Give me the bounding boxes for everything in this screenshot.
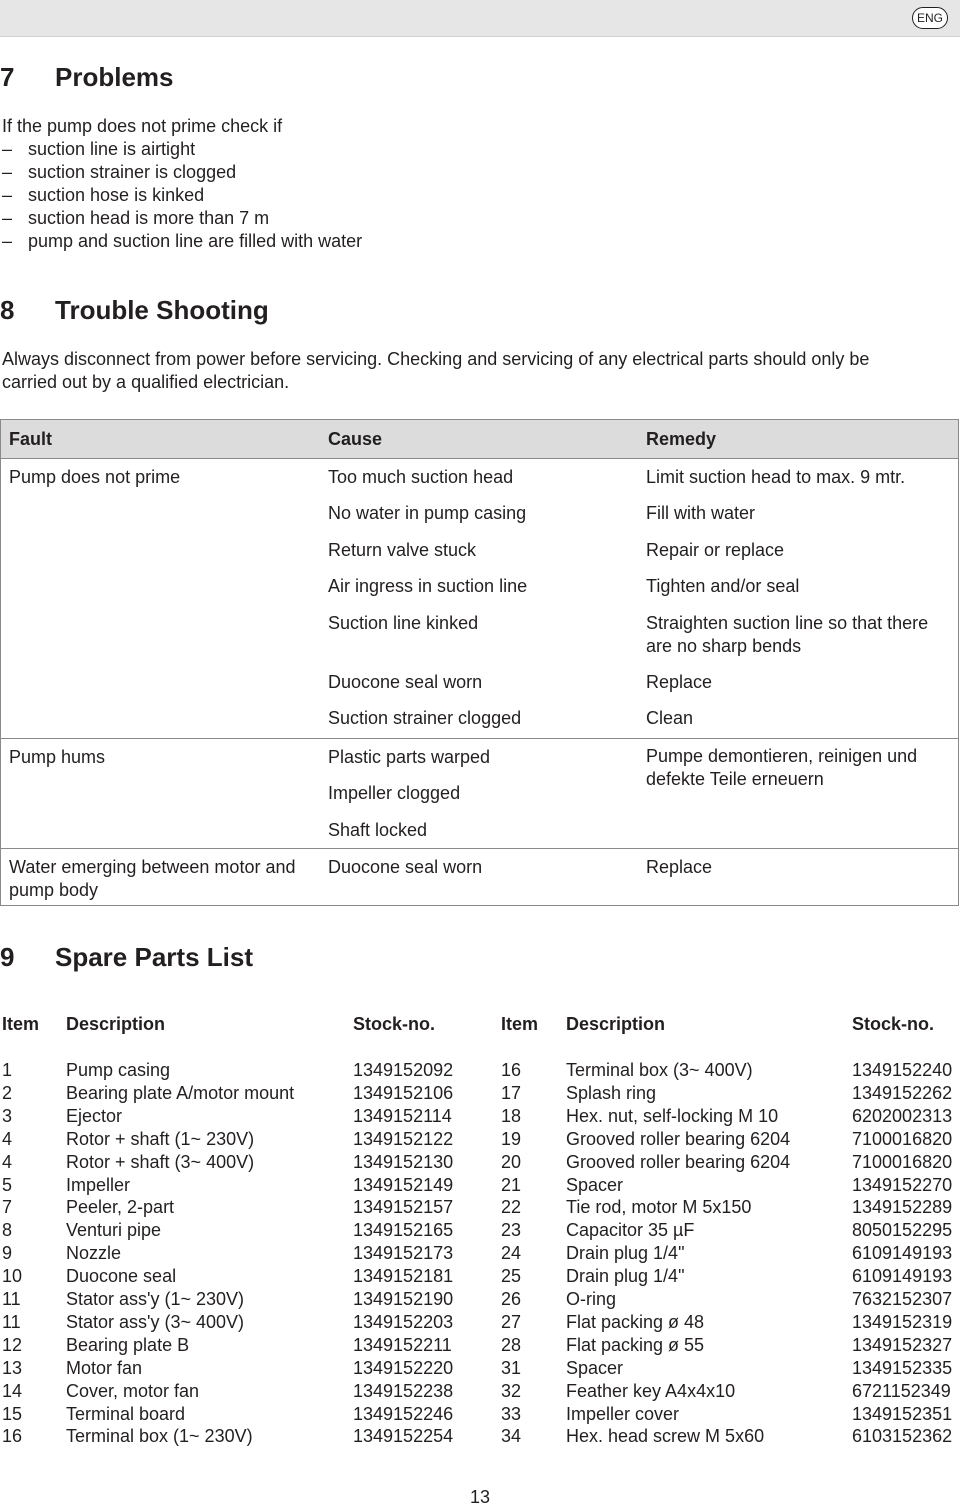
section-8-line-2: carried out by a qualified electrician.: [2, 372, 290, 392]
part-item: 31: [501, 1357, 522, 1378]
part-description: Ejector: [66, 1105, 123, 1126]
remedy-cell: Tighten and/or seal: [646, 576, 800, 596]
part-description: O-ring: [566, 1289, 617, 1309]
part-stock: 1349152335: [852, 1357, 953, 1378]
part-item: 4: [2, 1151, 13, 1172]
list-item: – suction strainer is clogged: [2, 161, 362, 184]
fault-table: [0, 419, 959, 906]
part-item: 16: [2, 1426, 23, 1447]
part-item: 32: [501, 1380, 522, 1401]
cause-cell: Duocone seal worn: [328, 857, 483, 877]
part-stock: 1349152149: [353, 1174, 454, 1195]
part-stock: 1349152106: [353, 1082, 454, 1103]
part-description: Peeler, 2-part: [66, 1197, 175, 1218]
part-stock: 1349152246: [353, 1403, 454, 1424]
column-header-item: Item: [2, 1014, 40, 1034]
fault-cell: Pump does not prime: [9, 467, 181, 487]
part-stock: 1349152238: [353, 1380, 454, 1401]
fault-cell: Pump hums: [9, 747, 106, 767]
part-item: 22: [501, 1197, 522, 1218]
check-list: [2, 138, 362, 253]
cause-cell: No water in pump casing: [328, 503, 527, 523]
part-description: Stator ass'y (1~ 230V): [66, 1289, 245, 1309]
part-item: 25: [501, 1266, 522, 1287]
column-header-description: Description: [66, 1014, 166, 1034]
part-stock: 1349152351: [852, 1403, 953, 1424]
part-item: 20: [501, 1151, 522, 1172]
remedy-cell: Fill with water: [646, 503, 756, 523]
list-item: – pump and suction line are filled with water: [2, 230, 362, 253]
cause-cell: Air ingress in suction line: [328, 576, 528, 596]
list-item: – suction line is airtight: [2, 138, 362, 161]
part-item: 3: [2, 1105, 13, 1126]
remedy-cell: Pumpe demontieren, reinigen und defekte Teile erneuern: [646, 746, 918, 789]
part-stock: 1349152327: [852, 1334, 953, 1355]
header-fault: Fault: [9, 429, 52, 449]
part-item: 17: [501, 1082, 522, 1103]
part-stock: 1349152190: [353, 1289, 454, 1309]
column-header-item: Item: [501, 1014, 539, 1034]
section-7-intro: If the pump does not prime check if: [2, 116, 283, 136]
part-stock: 1349152092: [353, 1060, 454, 1080]
part-description: Rotor + shaft (3~ 400V): [66, 1151, 255, 1172]
part-item: 2: [2, 1082, 13, 1103]
remedy-cell: Repair or replace: [646, 540, 785, 560]
part-stock: 6721152349: [852, 1380, 951, 1401]
part-stock: 1349152319: [852, 1311, 953, 1332]
part-stock: 6103152362: [852, 1426, 953, 1447]
part-description: Venturi pipe: [66, 1220, 162, 1241]
part-item: 21: [501, 1174, 522, 1195]
part-stock: 1349152220: [353, 1357, 454, 1378]
part-description: Duocone seal: [66, 1266, 177, 1287]
remedy-cell: Limit suction head to max. 9 mtr.: [646, 467, 906, 487]
part-item: 24: [501, 1243, 522, 1264]
part-description: Bearing plate A/motor mount: [66, 1082, 295, 1103]
fault-cell: Water emerging between motor and pump body: [9, 857, 296, 900]
table-header: [1, 420, 958, 459]
part-description: Nozzle: [66, 1243, 122, 1264]
list-item: – suction hose is kinked: [2, 184, 362, 207]
part-item: 34: [501, 1426, 522, 1447]
part-description: Drain plug 1/4": [566, 1243, 685, 1264]
part-description: Flat packing ø 48: [566, 1311, 705, 1332]
part-item: 9: [2, 1243, 13, 1264]
part-description: Spacer: [566, 1357, 624, 1378]
part-stock: 7100016820: [852, 1151, 953, 1172]
part-item: 14: [2, 1380, 23, 1401]
part-item: 13: [2, 1357, 23, 1378]
part-item: 19: [501, 1128, 522, 1149]
part-stock: 1349152165: [353, 1220, 454, 1241]
part-stock: 7100016820: [852, 1128, 953, 1149]
part-description: Terminal box (1~ 230V): [66, 1426, 253, 1447]
part-stock: 1349152211: [353, 1334, 452, 1355]
header-cause: Cause: [328, 429, 383, 449]
remedy-cell: Clean: [646, 708, 694, 728]
part-description: Feather key A4x4x10: [566, 1380, 736, 1401]
part-stock: 1349152130: [353, 1151, 454, 1172]
section-8-line-1: Always disconnect from power before servicing. Checking and servicing of any electrical parts should only be: [2, 349, 870, 369]
part-description: Hex. nut, self-locking M 10: [566, 1105, 779, 1126]
cause-cell: Shaft locked: [328, 820, 428, 840]
part-item: 4: [2, 1128, 13, 1149]
part-description: Cover, motor fan: [66, 1380, 200, 1401]
part-stock: 1349152122: [353, 1128, 454, 1149]
part-stock: 1349152181: [353, 1266, 454, 1287]
part-description: Grooved roller bearing 6204: [566, 1128, 791, 1149]
part-item: 27: [501, 1311, 522, 1332]
part-stock: 1349152203: [353, 1311, 454, 1332]
part-stock: 1349152254: [353, 1426, 454, 1447]
part-stock: 7632152307: [852, 1289, 953, 1309]
remedy-cell: Straighten suction line so that there are no sharp bends: [646, 613, 929, 656]
column-header-description: Description: [566, 1014, 666, 1034]
part-stock: 6109149193: [852, 1243, 953, 1264]
language-badge: ENG: [912, 7, 948, 29]
cause-cell: Return valve stuck: [328, 540, 477, 560]
part-description: Hex. head screw M 5x60: [566, 1426, 765, 1447]
part-description: Grooved roller bearing 6204: [566, 1151, 791, 1172]
column-header-stock: Stock-no.: [353, 1014, 436, 1034]
part-description: Terminal board: [66, 1403, 186, 1424]
part-item: 18: [501, 1105, 522, 1126]
part-item: 28: [501, 1334, 522, 1355]
fault-group: [1, 849, 958, 905]
part-item: 15: [2, 1403, 23, 1424]
part-item: 11: [2, 1311, 21, 1332]
section-9-title: 9 Spare Parts List: [0, 942, 253, 972]
part-stock: 1349152240: [852, 1060, 953, 1080]
part-item: 16: [501, 1060, 522, 1080]
cause-cell: Plastic parts warped: [328, 747, 491, 767]
column-header-stock: Stock-no.: [852, 1014, 935, 1034]
fault-group: [1, 459, 958, 739]
part-description: Spacer: [566, 1174, 624, 1195]
part-item: 7: [2, 1197, 13, 1218]
part-stock: 1349152114: [353, 1105, 452, 1126]
part-stock: 1349152270: [852, 1174, 953, 1195]
part-description: Impeller: [66, 1174, 131, 1195]
fault-group: [1, 739, 958, 849]
part-item: 33: [501, 1403, 522, 1424]
header-bar: [0, 0, 960, 37]
part-item: 5: [2, 1174, 13, 1195]
page-number: 13: [469, 1487, 491, 1507]
part-description: Terminal box (3~ 400V): [566, 1060, 753, 1080]
part-item: 23: [501, 1220, 522, 1241]
cause-cell: Too much suction head: [328, 467, 514, 487]
part-description: Motor fan: [66, 1357, 143, 1378]
part-description: Impeller cover: [566, 1403, 680, 1424]
cause-cell: Suction strainer clogged: [328, 708, 522, 728]
part-item: 26: [501, 1289, 522, 1309]
part-description: Splash ring: [566, 1082, 657, 1103]
part-stock: 1349152262: [852, 1082, 953, 1103]
remedy-cell: Replace: [646, 857, 713, 877]
part-description: Pump casing: [66, 1060, 171, 1080]
part-stock: 6202002313: [852, 1105, 953, 1126]
part-stock: 8050152295: [852, 1220, 953, 1241]
part-description: Capacitor 35 µF: [566, 1220, 695, 1241]
part-item: 11: [2, 1289, 21, 1309]
part-item: 1: [2, 1060, 13, 1080]
header-remedy: Remedy: [646, 429, 717, 449]
section-7-title: 7 Problems: [0, 62, 174, 92]
list-item: – suction head is more than 7 m: [2, 207, 362, 230]
remedy-cell: Replace: [646, 672, 713, 692]
part-description: Bearing plate B: [66, 1334, 190, 1355]
cause-cell: Suction line kinked: [328, 613, 479, 633]
part-item: 8: [2, 1220, 13, 1241]
part-item: 10: [2, 1266, 23, 1287]
part-description: Rotor + shaft (1~ 230V): [66, 1128, 255, 1149]
part-stock: 1349152289: [852, 1197, 953, 1218]
part-description: Drain plug 1/4": [566, 1266, 685, 1287]
cause-cell: Duocone seal worn: [328, 672, 483, 692]
section-8-title: 8 Trouble Shooting: [0, 295, 269, 325]
part-description: Flat packing ø 55: [566, 1334, 705, 1355]
part-stock: 1349152173: [353, 1243, 454, 1264]
part-description: Stator ass'y (3~ 400V): [66, 1311, 245, 1332]
part-stock: 1349152157: [353, 1197, 454, 1218]
part-item: 12: [2, 1334, 23, 1355]
cause-cell: Impeller clogged: [328, 783, 461, 803]
part-description: Tie rod, motor M 5x150: [566, 1197, 752, 1218]
part-stock: 6109149193: [852, 1266, 953, 1287]
